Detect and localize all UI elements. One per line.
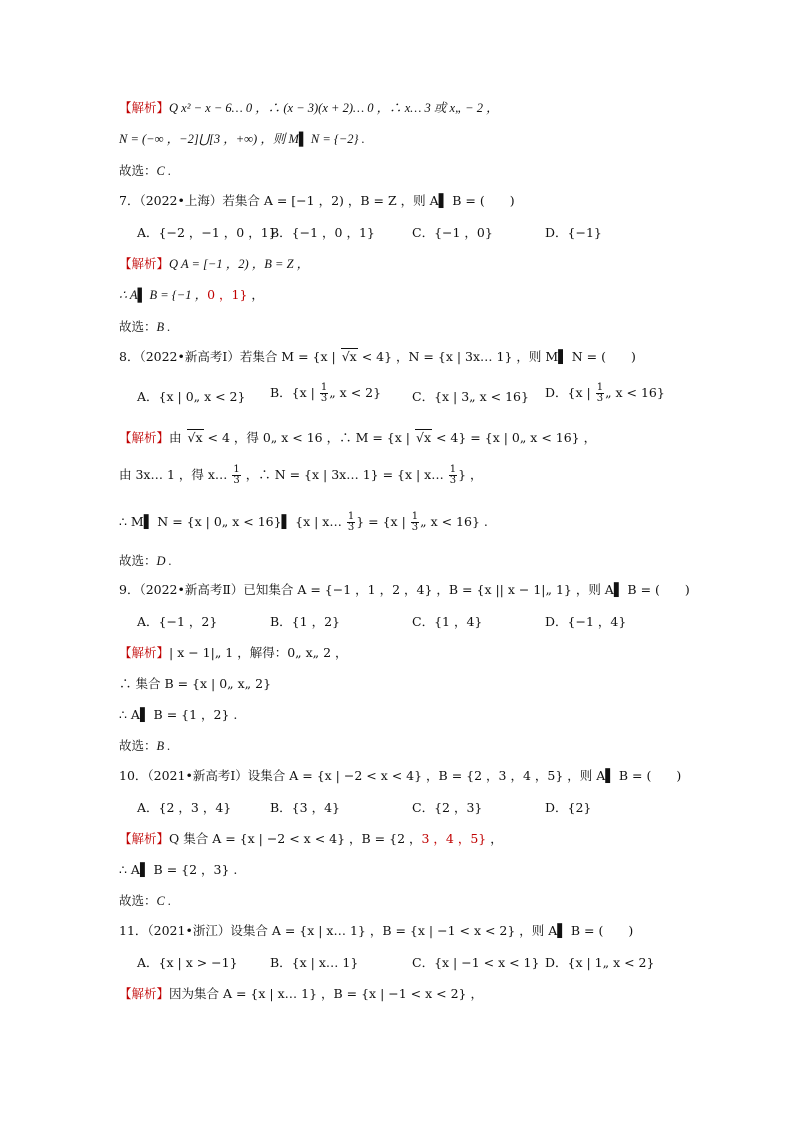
q10-solution-line2: ∴ A▌ B = {2 ，3} .: [119, 862, 238, 877]
q8-option-d: D．{x | $\frac{1}{3}$ „ x < 16}: [545, 382, 665, 404]
solution-tag: 【解析】: [119, 100, 170, 115]
q11-option-d: D．{x | 1„ x < 2}: [545, 955, 655, 970]
q7-option-a: A．{−2 ，−1 ，0 ，1}: [137, 225, 277, 240]
q9-solution-line1: 【解析】| x − 1|„ 1 ，解得：0„ x„ 2 ，: [119, 645, 348, 660]
prev-answer: 故选：C .: [119, 163, 172, 178]
q8-solution-line1: 【解析】由 √x < 4 ，得 0„ x < 16 ，∴ M = {x | √x < 4} = {x | 0„ x < 16} ，: [119, 430, 597, 445]
q7-stem: 7．（2022•上海）若集合 A = [−1 ，2) ，B = Z ，则 A▌ B = ( ): [119, 193, 515, 208]
q7-option-b: B．{−1 ，0 ，1}: [270, 225, 375, 240]
q10-option-d: D．{2}: [545, 800, 592, 815]
q9-solution-line3: ∴ A▌ B = {1 ，2} .: [119, 707, 238, 722]
q10-option-b: B．{3 ，4}: [270, 800, 340, 815]
q7-solution-line1: 【解析】Q A = [−1 ，2) ，B = Z ，: [119, 256, 310, 271]
q9-option-a: A．{−1 ，2}: [137, 614, 218, 629]
q10-option-c: C．{2 ，3}: [412, 800, 483, 815]
q9-stem: 9．（2022•新高考Ⅱ）已知集合 A = {−1 ，1 ，2 ，4} ，B = {x || x − 1|„ 1} ，则 A▌ B = ( ): [119, 582, 690, 597]
q7-option-d: D．{−1}: [545, 225, 602, 240]
q8-option-a: A．{x | 0„ x < 2}: [137, 389, 246, 404]
q9-option-c: C．{1 ，4}: [412, 614, 483, 629]
q9-option-b: B．{1 ，2}: [270, 614, 340, 629]
sqrt-symbol: √x: [341, 349, 357, 364]
q10-stem: 10．（2021•新高考Ⅰ）设集合 A = {x | −2 < x < 4} ，B = {2 ，3 ，4 ，5} ，则 A▌ B = ( ): [119, 768, 682, 783]
prev-solution-line2: N = (−∞ ，−2]⋃[3 ，+∞) ，则 M▌ N = {−2} .: [119, 132, 365, 146]
q11-option-a: A．{x | x > −1}: [137, 955, 238, 970]
fraction: $\frac{1}{3}$: [320, 382, 328, 404]
q8-option-c: C．{x | 3„ x < 16}: [412, 389, 529, 404]
q11-stem: 11．（2021•浙江）设集合 A = {x | x… 1} ，B = {x | −1 < x < 2} ，则 A▌ B = ( ): [119, 923, 634, 938]
q11-solution-line1: 【解析】因为集合 A = {x | x… 1} ，B = {x | −1 < x < 2} ，: [119, 986, 483, 1001]
q10-solution-line1: 【解析】Q 集合 A = {x | −2 < x < 4} ，B = {2 ，3 ，4 ，5} ，: [119, 831, 503, 846]
q11-option-c: C．{x | −1 < x < 1}: [412, 955, 540, 970]
q8-solution-line3: ∴ M▌ N = {x | 0„ x < 16}▌ {x | x… $\frac{1}{3}$ } = {x | $\frac{1}{3}$ „ x < 16} .: [119, 511, 488, 533]
q9-answer: 故选：B .: [119, 738, 171, 753]
q9-solution-line2: ∴ 集合 B = {x | 0„ x„ 2}: [119, 676, 272, 691]
prev-solution-line1: 【解析】Q x² − x − 6… 0 ，∴ (x − 3)(x + 2)… 0 ，∴ x… 3 或 x„ − 2 ，: [119, 100, 499, 115]
q7-answer: 故选：B .: [119, 319, 171, 334]
q10-answer: 故选：C .: [119, 893, 172, 908]
q10-option-a: A．{2 ，3 ，4}: [137, 800, 232, 815]
q9-option-d: D．{−1 ，4}: [545, 614, 627, 629]
q7-solution-line2: ∴ A▌ B = {−1 ，0 ，1} ，: [119, 287, 264, 302]
q8-option-b: B．{x | $\frac{1}{3}$ „ x < 2}: [270, 382, 382, 404]
q8-answer: 故选：D .: [119, 553, 172, 568]
q7-option-c: C．{−1 ，0}: [412, 225, 493, 240]
q8-solution-line2: 由 3x… 1 ，得 x… $\frac{1}{3}$ ，∴ N = {x | 3x… 1} = {x | x… $\frac{1}{3}$ } ，: [119, 464, 483, 486]
q8-stem: 8．（2022•新高考Ⅰ）若集合 M = {x | √x < 4} ，N = {x | 3x… 1} ，则 M▌ N = ( ): [119, 349, 636, 364]
fraction: $\frac{1}{3}$: [596, 382, 604, 404]
q11-option-b: B．{x | x… 1}: [270, 955, 359, 970]
